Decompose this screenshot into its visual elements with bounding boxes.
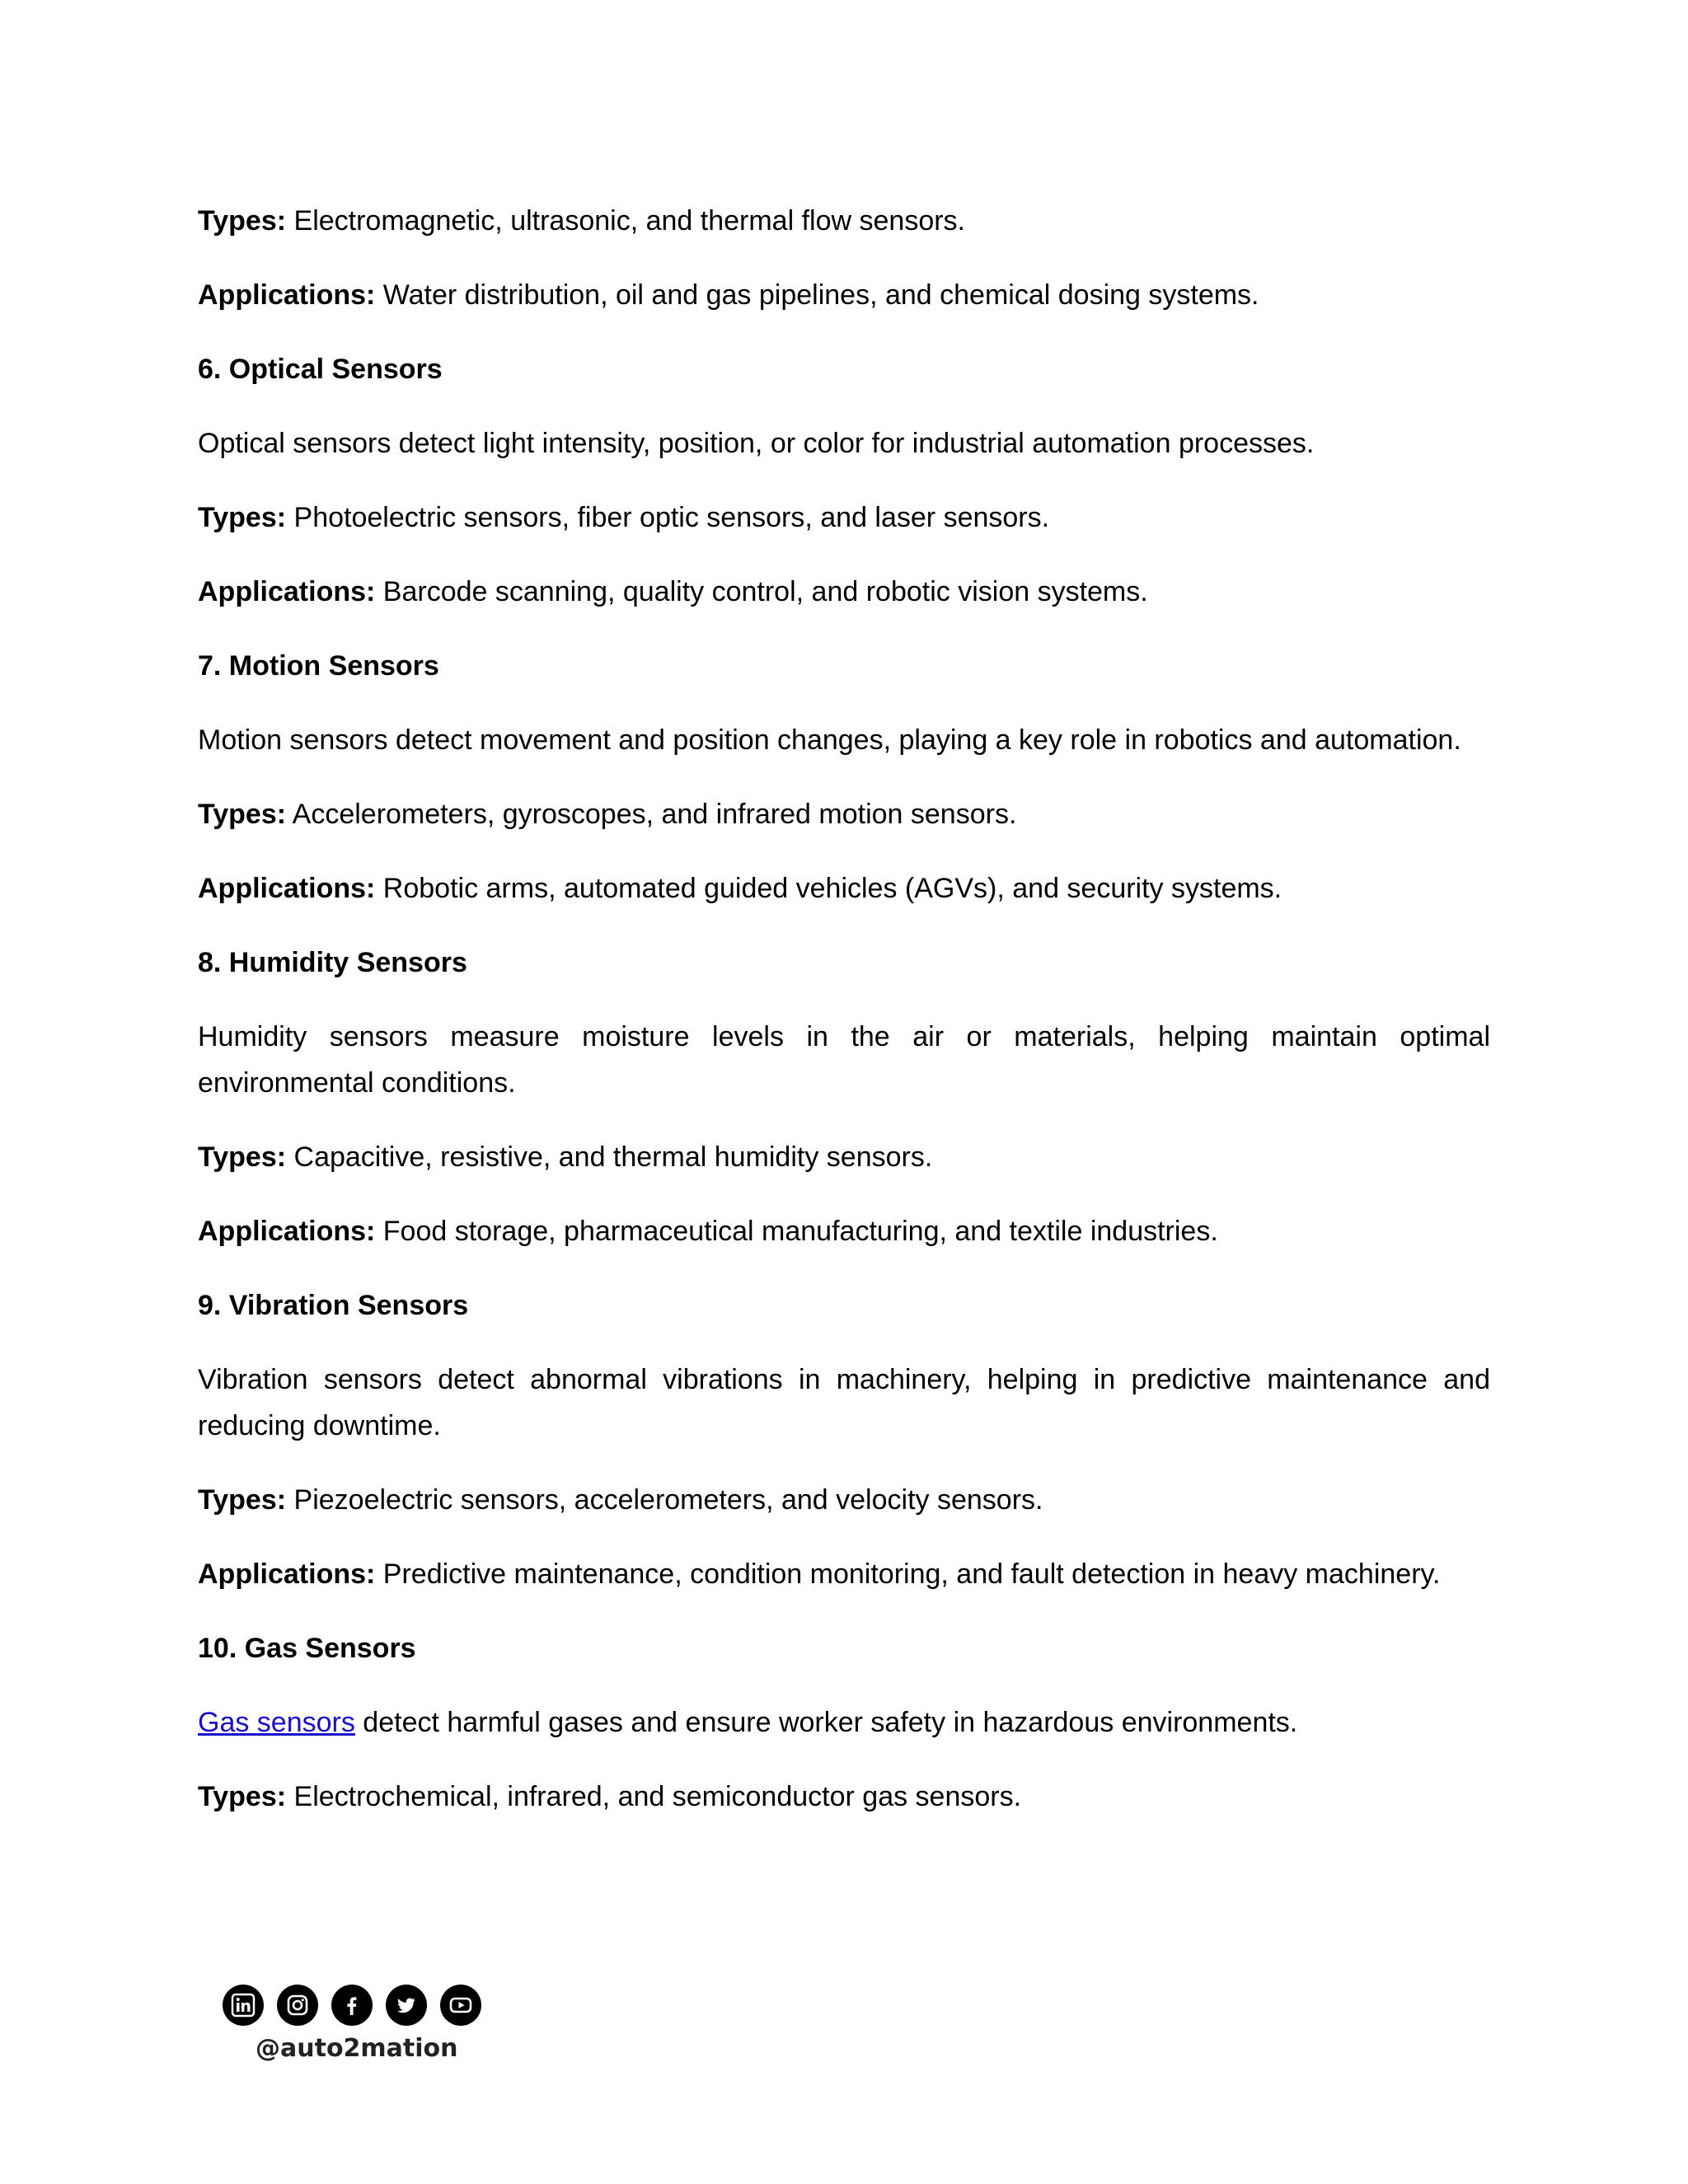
section-heading: 7. Motion Sensors xyxy=(198,650,439,682)
labeled-paragraph xyxy=(198,1134,1490,1180)
paragraph-label: Applications: xyxy=(198,1216,376,1247)
linkedin-icon[interactable] xyxy=(223,1985,264,2026)
labeled-paragraph xyxy=(198,1477,1490,1523)
section-heading: 6. Optical Sensors xyxy=(198,354,443,385)
body-paragraph: Humidity sensors measure moisture levels in the air or materials, helping maintain optimal environmental conditions. xyxy=(198,1021,1490,1099)
paragraph-label: Applications: xyxy=(198,1558,376,1590)
youtube-icon[interactable] xyxy=(440,1985,481,2026)
paragraph-text: Robotic arms, automated guided vehicles (AGVs), and security systems. xyxy=(375,873,1282,904)
labeled-paragraph xyxy=(198,198,1490,244)
paragraph-text: Barcode scanning, quality control, and robotic vision systems. xyxy=(375,576,1148,607)
labeled-paragraph xyxy=(198,1774,1490,1820)
paragraph-text: Electromagnetic, ultrasonic, and thermal flow sensors. xyxy=(286,205,965,237)
social-footer xyxy=(223,1985,486,2063)
instagram-icon[interactable] xyxy=(277,1985,318,2026)
paragraph-label: Types: xyxy=(198,1141,287,1173)
paragraph-text: Water distribution, oil and gas pipelines, and chemical dosing systems. xyxy=(375,279,1259,311)
paragraph-text: Predictive maintenance, condition monitoring, and fault detection in heavy machinery. xyxy=(375,1558,1441,1590)
paragraph-label: Types: xyxy=(198,1484,287,1516)
paragraph-text: Capacitive, resistive, and thermal humidity sensors. xyxy=(286,1141,933,1173)
labeled-paragraph xyxy=(198,494,1490,541)
paragraph-label: Applications: xyxy=(198,279,376,311)
body-paragraph: Motion sensors detect movement and position changes, playing a key role in robotics and automation. xyxy=(198,724,1461,756)
body-paragraph: Optical sensors detect light intensity, position, or color for industrial automation processes. xyxy=(198,428,1315,459)
social-icons-row xyxy=(223,1985,486,2026)
labeled-paragraph xyxy=(198,569,1490,615)
section-heading: 10. Gas Sensors xyxy=(198,1633,416,1664)
paragraph-text: detect harmful gases and ensure worker safety in hazardous environments. xyxy=(354,1707,1298,1738)
paragraph-text: Food storage, pharmaceutical manufacturing, and textile industries. xyxy=(375,1216,1218,1247)
paragraph-label: Applications: xyxy=(198,576,376,607)
labeled-paragraph xyxy=(198,1551,1490,1597)
paragraph-text: Piezoelectric sensors, accelerometers, and velocity sensors. xyxy=(286,1484,1043,1516)
paragraph-label: Types: xyxy=(198,1781,287,1812)
paragraph-text: Electrochemical, infrared, and semiconductor gas sensors. xyxy=(286,1781,1022,1812)
paragraph-label: Types: xyxy=(198,205,287,237)
facebook-icon[interactable] xyxy=(331,1985,373,2026)
twitter-icon[interactable] xyxy=(386,1985,427,2026)
paragraph-text: Accelerometers, gyroscopes, and infrared motion sensors. xyxy=(286,799,1017,830)
document-body xyxy=(198,198,1490,1848)
labeled-paragraph xyxy=(198,272,1490,318)
paragraph-label: Applications: xyxy=(198,873,376,904)
linked-paragraph xyxy=(198,1699,1490,1746)
social-handle: @auto2mation xyxy=(256,2034,458,2063)
section-heading: 8. Humidity Sensors xyxy=(198,947,467,978)
section-heading: 9. Vibration Sensors xyxy=(198,1290,469,1321)
body-paragraph: Vibration sensors detect abnormal vibrations in machinery, helping in predictive maintenance and reducing downtime. xyxy=(198,1364,1490,1441)
paragraph-text: Photoelectric sensors, fiber optic sensors, and laser sensors. xyxy=(286,502,1050,533)
paragraph-label: Types: xyxy=(198,799,287,830)
labeled-paragraph xyxy=(198,865,1490,912)
labeled-paragraph xyxy=(198,1208,1490,1254)
paragraph-label: Types: xyxy=(198,502,287,533)
gas-sensors-link[interactable]: Gas sensors xyxy=(198,1707,355,1738)
labeled-paragraph xyxy=(198,791,1490,837)
